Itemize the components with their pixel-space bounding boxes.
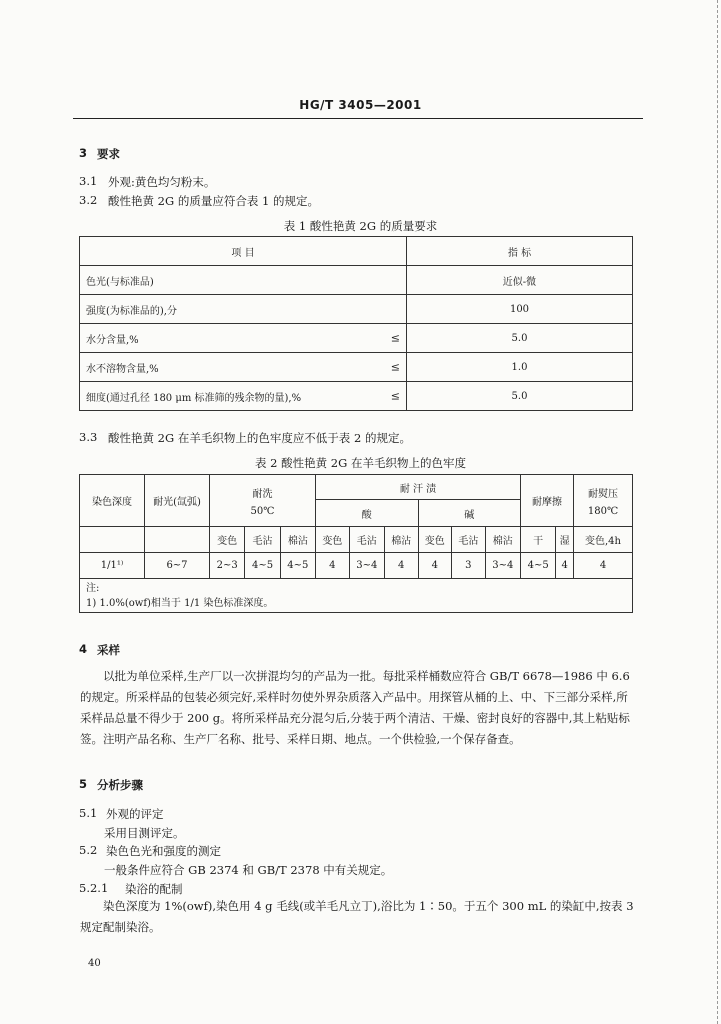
t2-cell: 4: [418, 553, 452, 579]
section-4-paragraph: 以批为单位采样,生产厂以一次拼混均匀的产品为一批。每批采样桶数应符合 GB/T 6678—1986 中 6.6 的规定。所采样品的包装必须完好,采样时勿使外界杂质落入产品中。用探管从桶的上、中、下三部分采样,所采样品总量不得少于 200 g。将所采样品充分混匀后,分装于两个清洁、干燥、密封良好的容器中,其上粘贴标签。注明产品名称、生产厂名称、批号、采样日期、地点。一个供检验,一个保存备查。: [80, 669, 630, 746]
table-1-caption: 表 1 酸性艳黄 2G 的质量要求: [283, 219, 438, 233]
t2-head-rub: 耐摩擦: [520, 475, 573, 527]
t2-cell: 6~7: [145, 553, 210, 579]
table-1-row-value: 5.0: [407, 324, 633, 353]
t2-cell: 3~4: [349, 553, 384, 579]
t2-head-depth: 染色深度: [80, 475, 145, 527]
clause-5-1-number: 5.1: [79, 806, 98, 820]
clause-5-2-title: 染色色光和强度的测定: [106, 844, 221, 858]
t2-sub: 干: [520, 527, 555, 553]
t2-cell: 1/1¹⁾: [80, 553, 145, 579]
table-1-row-item: 色光(与标准品): [80, 266, 407, 295]
t2-cell: 2~3: [210, 553, 245, 579]
table-1-row-value: 5.0: [407, 382, 633, 411]
clause-3-3-text: 酸性艳黄 2G 在羊毛织物上的色牢度应不低于表 2 的规定。: [108, 431, 411, 445]
t2-cell: 4~5: [280, 553, 315, 579]
section-3-title: 要求: [97, 147, 120, 161]
t2-sub-empty: [145, 527, 210, 553]
clause-3-3-number: 3.3: [79, 430, 98, 444]
clause-5-1-text: 采用目测评定。: [104, 826, 185, 840]
t2-cell: 4: [316, 553, 350, 579]
t2-sub: 毛沾: [349, 527, 384, 553]
scan-edge: [717, 0, 718, 1024]
t2-sub: 毛沾: [245, 527, 280, 553]
t2-cell: 4~5: [245, 553, 280, 579]
t2-head-acid: 酸: [316, 500, 418, 527]
t2-sub: 棉沾: [384, 527, 418, 553]
t2-sub: 湿: [556, 527, 574, 553]
le-symbol: ≤: [390, 389, 400, 403]
t2-cell: 4: [574, 553, 633, 579]
table-1-head-index: 指 标: [407, 237, 633, 266]
t2-cell: 4: [384, 553, 418, 579]
t2-cell: 3~4: [485, 553, 520, 579]
t2-sub: 变色,4h: [574, 527, 633, 553]
table-1: [79, 236, 633, 411]
header-rule: [73, 118, 643, 119]
t2-cell: 3: [452, 553, 486, 579]
section-5-number: 5: [79, 777, 88, 791]
clause-3-1-text: 外观:黄色均匀粉末。: [108, 175, 216, 189]
table-1-row-item: 水分含量,% ≤: [80, 324, 407, 353]
t2-head-alkali: 碱: [418, 500, 520, 527]
table-1-row-item: 水不溶物含量,% ≤: [80, 353, 407, 382]
section-4-title: 采样: [97, 643, 120, 657]
table-1-row-value: 近似-微: [407, 266, 633, 295]
section-3-number: 3: [79, 146, 88, 160]
t2-sub: 棉沾: [485, 527, 520, 553]
table-2-caption: 表 2 酸性艳黄 2G 在羊毛织物上的色牢度: [255, 456, 466, 470]
t2-cell: 4~5: [520, 553, 555, 579]
t2-head-press: 耐熨压 180℃: [574, 475, 633, 527]
table-1-head-item: 项 目: [80, 237, 407, 266]
t2-cell: 4: [556, 553, 574, 579]
clause-5-2-number: 5.2: [79, 843, 98, 857]
t2-head-wash: 耐洗 50℃: [210, 475, 316, 527]
le-symbol: ≤: [390, 360, 400, 374]
table-1-row-value: 100: [407, 295, 633, 324]
table-1-row-item: 细度(通过孔径 180 μm 标准筛的残余物的量),% ≤: [80, 382, 407, 411]
clause-5-2-text: 一般条件应符合 GB 2374 和 GB/T 2378 中有关规定。: [104, 863, 393, 877]
clause-5-2-1-title: 染浴的配制: [125, 882, 183, 896]
t2-head-light: 耐光(氙弧): [145, 475, 210, 527]
page-number: 40: [88, 958, 101, 969]
t2-sub: 变色: [210, 527, 245, 553]
page-header: HG/T 3405—2001: [299, 98, 422, 112]
section-4-number: 4: [79, 642, 88, 656]
t2-sub: 变色: [316, 527, 350, 553]
table-1-row-value: 1.0: [407, 353, 633, 382]
t2-sub: 棉沾: [280, 527, 315, 553]
section-5-title: 分析步骤: [97, 778, 143, 792]
t2-sub-empty: [80, 527, 145, 553]
t2-note: 注: 1) 1.0%(owf)相当于 1/1 染色标准深度。: [80, 579, 633, 613]
table-1-row-item: 强度(为标准品的),分: [80, 295, 407, 324]
clause-3-1-number: 3.1: [79, 174, 98, 188]
t2-sub: 毛沾: [452, 527, 486, 553]
clause-5-2-1-paragraph: 染色深度为 1%(owf),染色用 4 g 毛线(或羊毛凡立丁),浴比为 1∶50。于五个 300 mL 的染缸中,按表 3 规定配制染浴。: [80, 899, 634, 934]
table-2: [79, 474, 633, 613]
clause-5-2-1-number: 5.2.1: [79, 881, 109, 895]
clause-3-2-number: 3.2: [79, 193, 98, 207]
clause-3-2-text: 酸性艳黄 2G 的质量应符合表 1 的规定。: [108, 194, 319, 208]
t2-sub: 变色: [418, 527, 452, 553]
t2-head-perspiration: 耐 汗 渍: [316, 475, 521, 500]
clause-5-1-title: 外观的评定: [106, 807, 164, 821]
le-symbol: ≤: [390, 331, 400, 345]
